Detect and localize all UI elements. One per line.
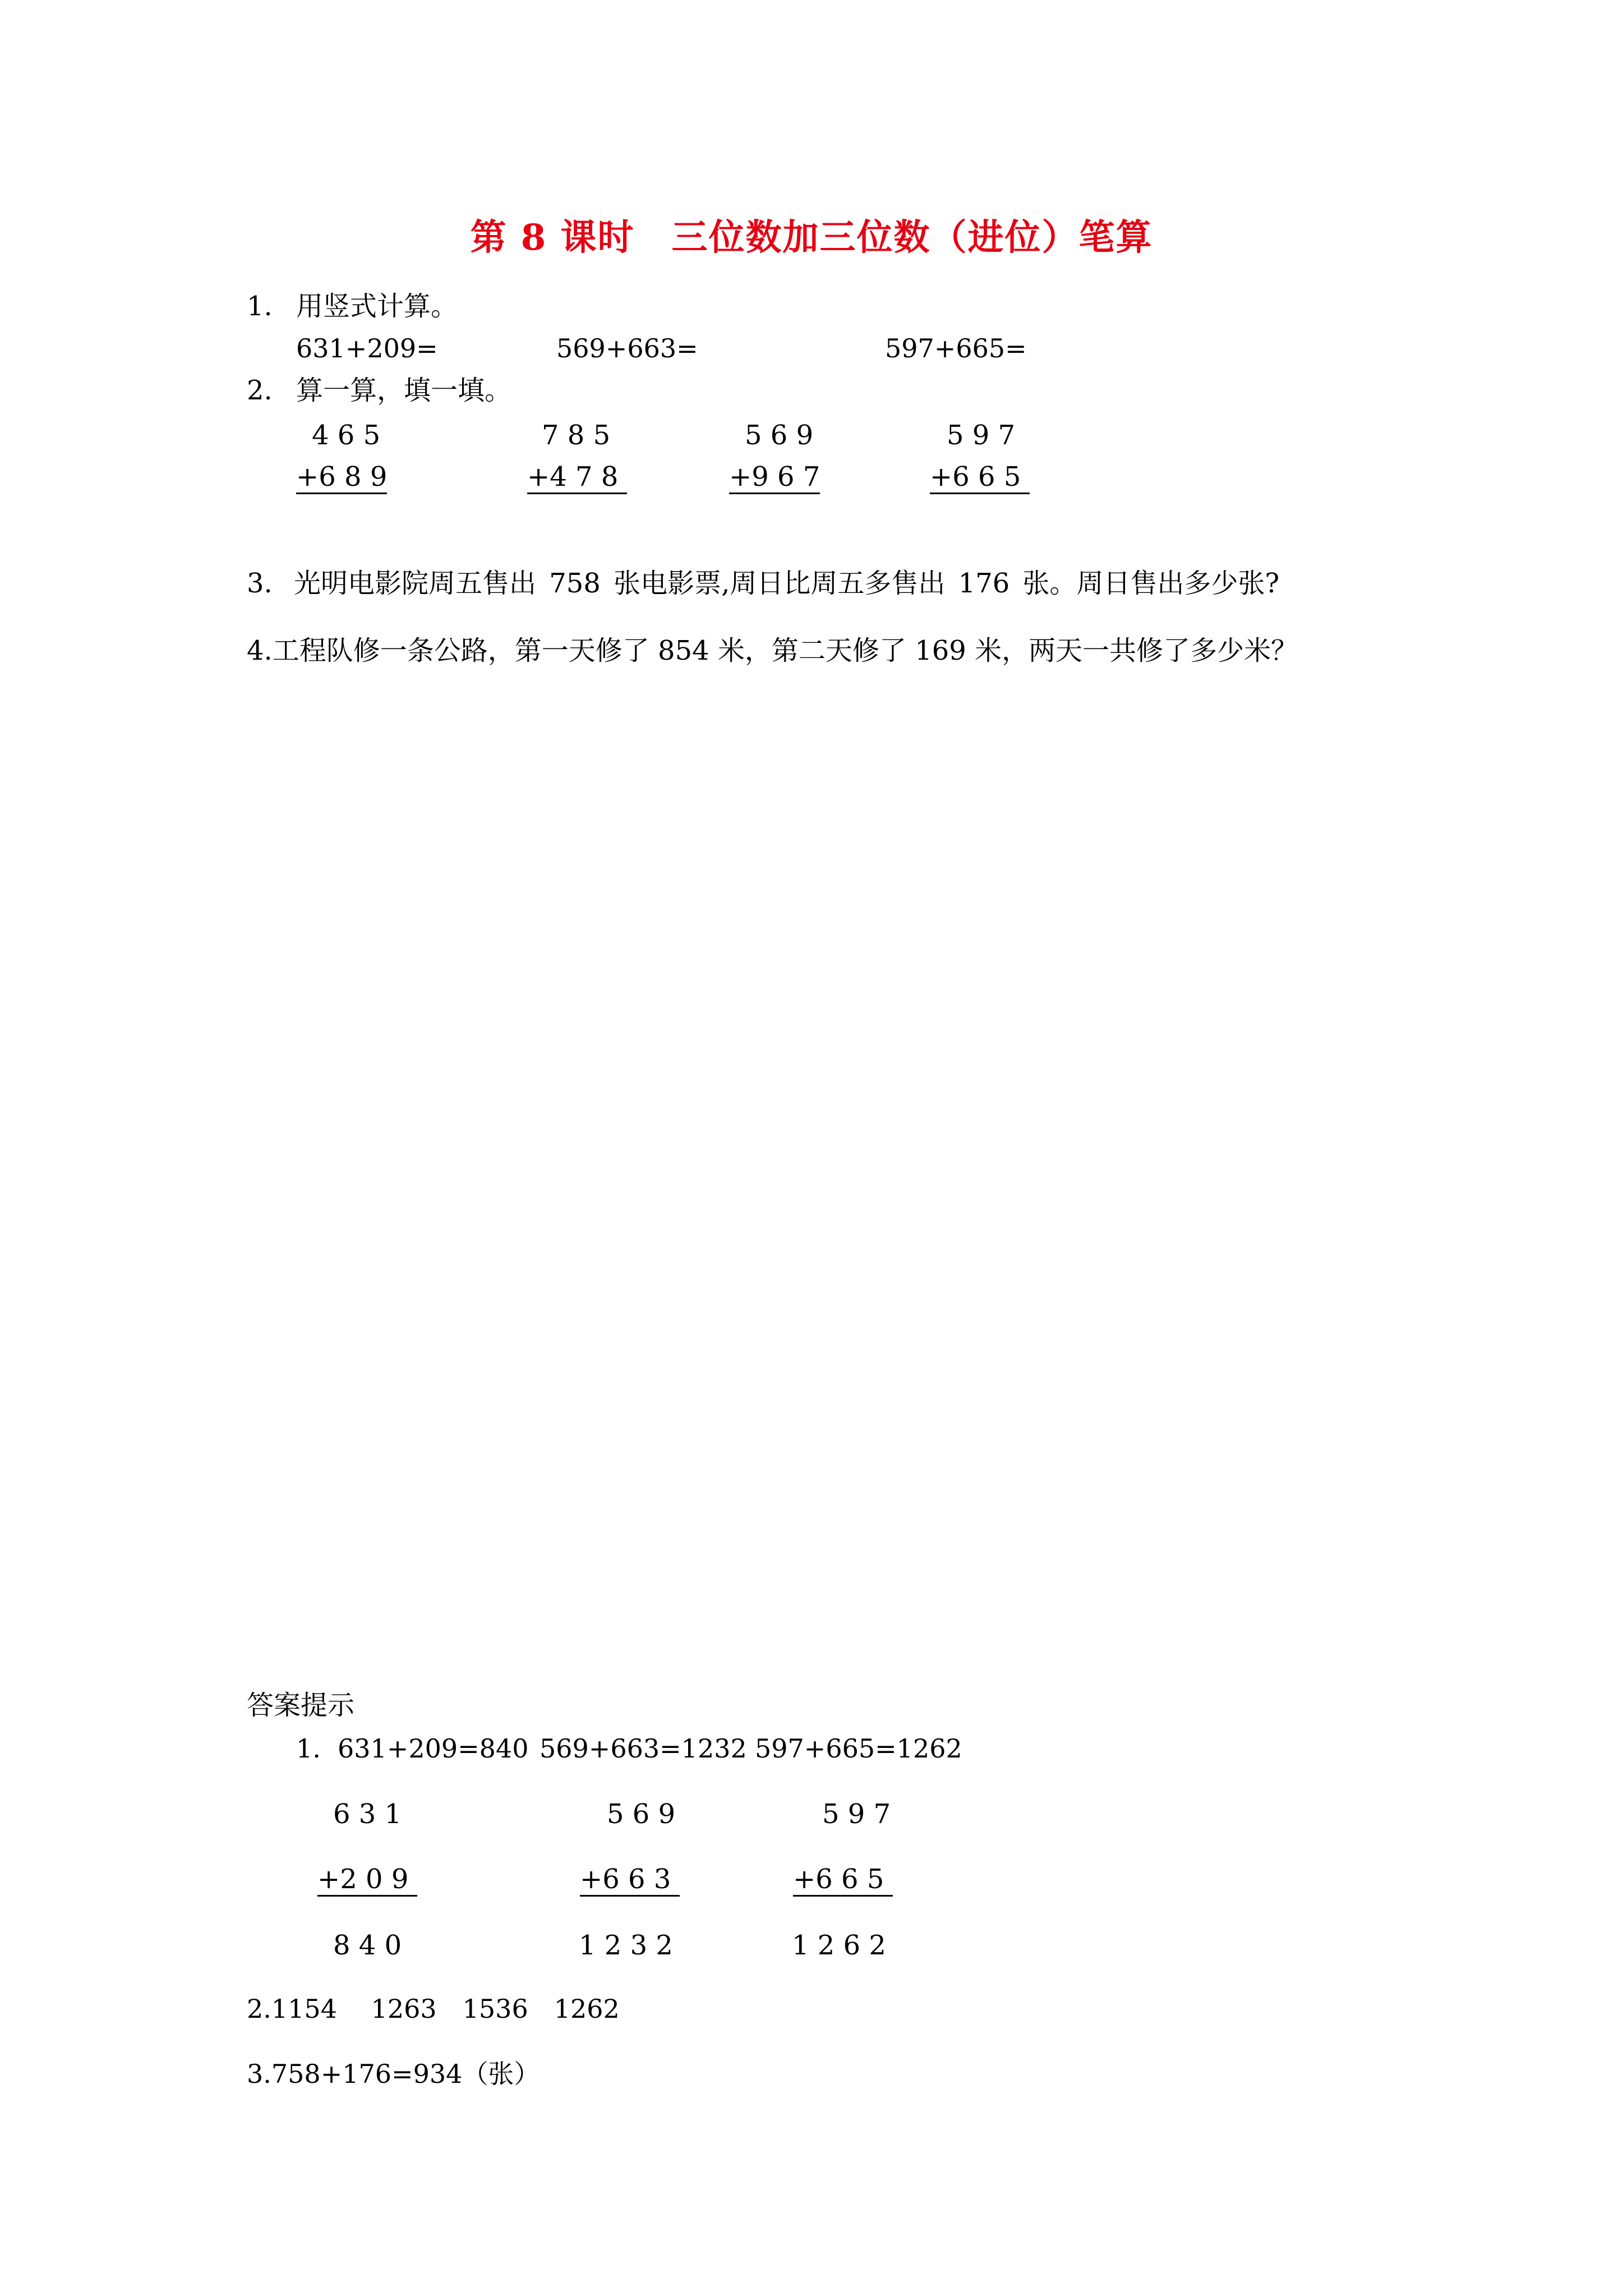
q2-problem-3-bottom: +9 6 7	[729, 463, 820, 494]
q2-problem-2-top: 7 8 5	[542, 420, 611, 451]
q2-instruction: 算一算，填一填。	[296, 375, 512, 406]
q1-number: 1.	[247, 291, 273, 322]
q2-problem-4-top: 5 9 7	[947, 420, 1016, 451]
page-title: 第 8 课时 三位数加三位数（进位）笔算	[470, 217, 1153, 259]
q3-number: 3.	[247, 568, 273, 599]
q1-instruction: 用竖式计算。	[296, 291, 458, 322]
q2-problem-4-bottom: +6 6 5	[930, 463, 1030, 494]
answer-1-item-1: 631+209=840	[338, 1733, 529, 1764]
answer-vertical-1-bottom: +2 0 9	[317, 1866, 417, 1897]
answer-vertical-2-result: 1 2 3 2	[579, 1930, 673, 1961]
q1-item-3: 597+665=	[885, 333, 1027, 364]
answer-vertical-2-top: 5 6 9	[607, 1798, 676, 1830]
answer-vertical-3-bottom: +6 6 5	[793, 1866, 893, 1897]
answer-vertical-3-top: 5 9 7	[822, 1798, 891, 1830]
answer-1-item-3: 597+665=1262	[755, 1733, 962, 1764]
answer-vertical-1-result: 8 4 0	[333, 1930, 402, 1961]
answer-1-item-2: 569+663=1232	[540, 1733, 747, 1764]
q2-number: 2.	[247, 375, 273, 406]
q4-text: 4.工程队修一条公路，第一天修了 854 米，第二天修了 169 米，两天一共修了多少米？	[247, 635, 1298, 666]
q2-problem-1-top: 4 6 5	[312, 420, 381, 451]
answer-vertical-1-top: 6 3 1	[333, 1798, 402, 1830]
answer-3: 3.758+176=934（张）	[247, 2059, 540, 2089]
answer-1-number: 1.	[296, 1733, 321, 1764]
answer-2: 2.1154 1263 1536 1262	[247, 1994, 620, 2024]
q2-problem-3-top: 5 6 9	[745, 420, 814, 451]
answer-vertical-3-result: 1 2 6 2	[792, 1930, 886, 1961]
q1-item-1: 631+209=	[296, 333, 438, 364]
q2-problem-2-bottom: +4 7 8	[527, 463, 627, 494]
q2-problem-1-bottom: +6 8 9	[296, 463, 387, 494]
q1-item-2: 569+663=	[556, 333, 698, 364]
q3-text: 光明电影院周五售出 758 张电影票,周日比周五多售出 176 张。周日售出多少张?	[294, 568, 1280, 599]
answers-heading: 答案提示	[247, 1690, 355, 1721]
answer-vertical-2-bottom: +6 6 3	[580, 1866, 680, 1897]
